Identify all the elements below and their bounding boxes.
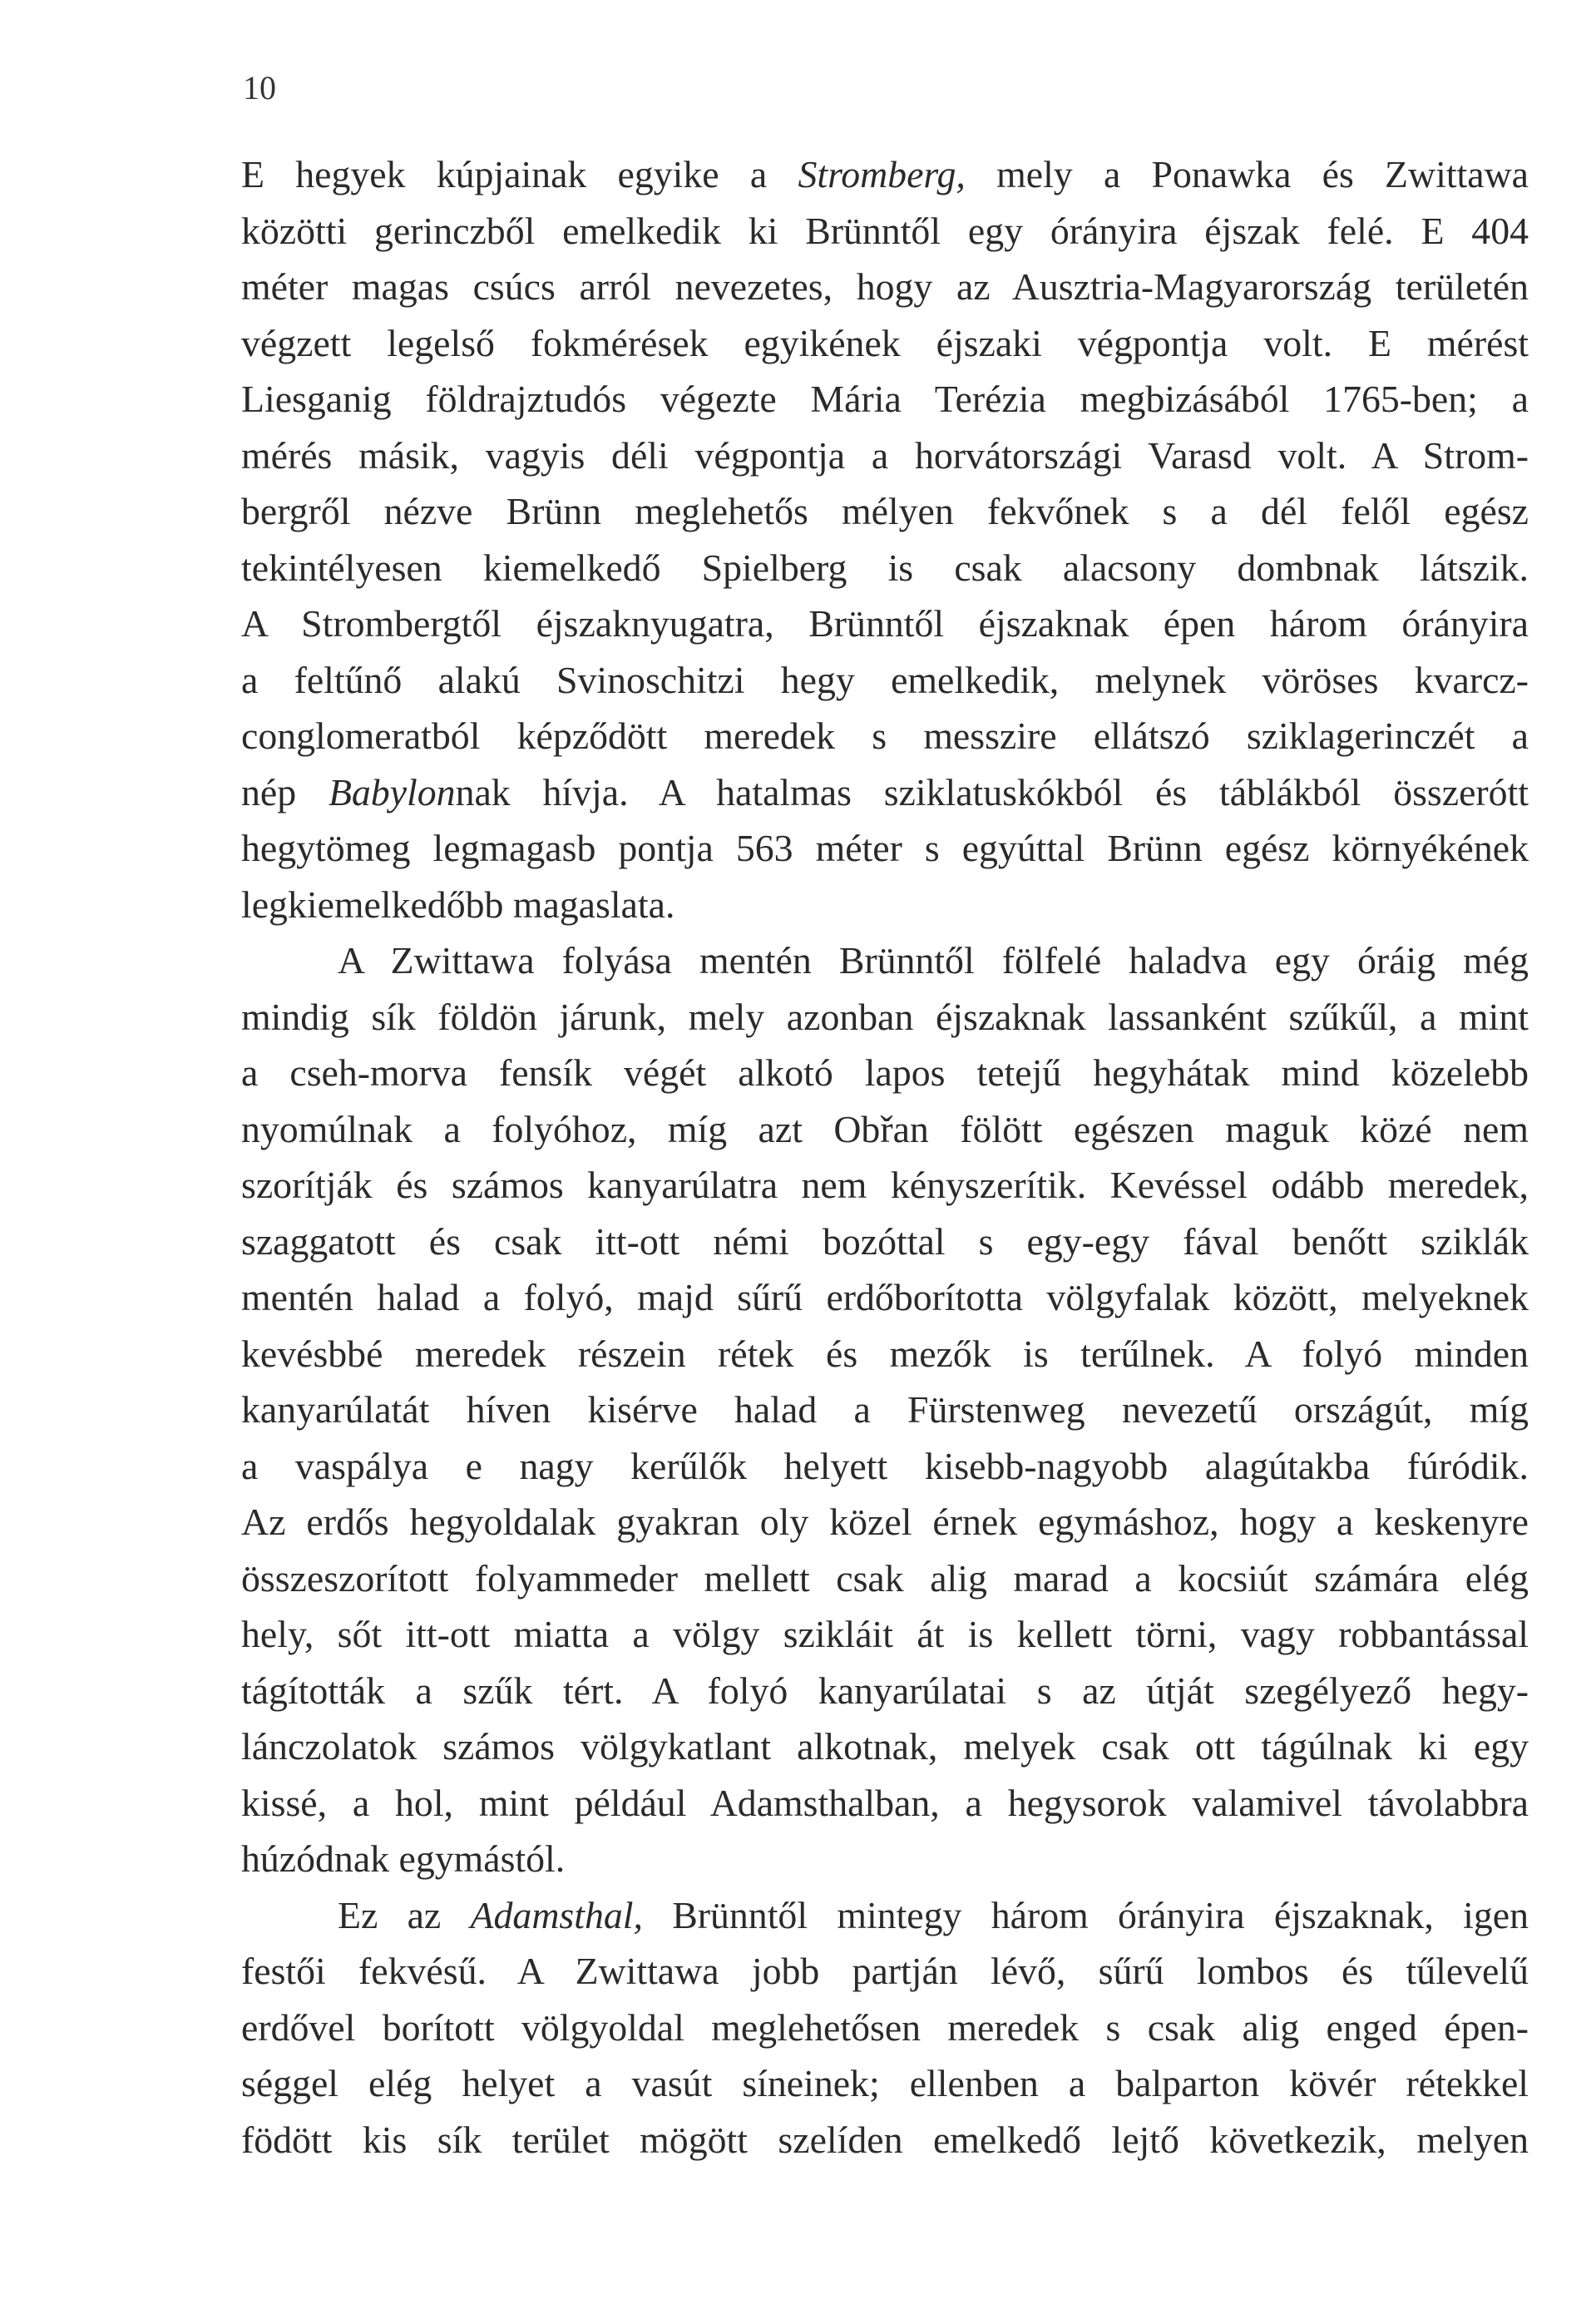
text-line	[241, 1326, 1529, 1382]
text-line	[241, 1157, 1529, 1214]
text-run: Az erdős hegyoldalak gyakran oly közel érnek egymáshoz, hogy a keskenyre	[241, 1501, 1529, 1543]
text-run: Liesganig földrajztudós végezte Mária Terézia megbizásából 1765-ben; a	[241, 378, 1529, 420]
text-run: legkiemelkedőbb magaslata.	[241, 883, 675, 926]
text-run: mely a Ponawka és Zwittawa	[965, 153, 1529, 195]
text-line	[241, 1831, 1529, 1887]
text-line	[241, 1943, 1529, 2000]
text-line	[241, 1550, 1529, 1607]
text-run: Ez az	[338, 1893, 471, 1936]
text-run: festői fekvésű. A Zwittawa jobb partján lévő, sűrű lombos és tűlevelű	[241, 1950, 1529, 1992]
text-run: E hegyek kúpjainak egyike a	[241, 153, 798, 195]
text-line	[241, 764, 1529, 821]
text-run: méter magas csúcs arról nevezetes, hogy az Ausztria-Magyarország területén	[241, 265, 1529, 308]
text-line	[241, 1101, 1529, 1158]
text-run: szaggatott és csak itt-ott némi bozóttal s egy-egy fával benőtt sziklák	[241, 1219, 1529, 1263]
text-line	[241, 1494, 1529, 1550]
text-run: mentén halad a folyó, majd sűrű erdőborította völgyfalak között, melyeknek	[241, 1276, 1529, 1318]
text-line	[241, 540, 1529, 596]
text-run: séggel elég helyet a vasút síneinek; ellenben a balparton kövér rétekkel	[241, 2062, 1529, 2104]
text-run: conglomeratból képződött meredek s messzire ellátszó sziklagerinczét a	[241, 715, 1529, 757]
text-line	[241, 1606, 1529, 1663]
text-line	[241, 1214, 1529, 1270]
text-line	[241, 483, 1529, 540]
text-line	[241, 1269, 1529, 1326]
italic-text: Babylon	[328, 770, 456, 813]
text-line	[241, 820, 1529, 877]
text-run: kevésbbé meredek részein rétek és mezők is terűlnek. A folyó minden	[241, 1332, 1529, 1375]
text-line	[241, 315, 1529, 372]
text-line	[241, 1045, 1529, 1101]
text-run: szorítják és számos kanyarúlatra nem kényszerítik. Kevéssel odább meredek,	[241, 1164, 1529, 1206]
text-line	[241, 203, 1529, 260]
text-run: a feltűnő alakú Svinoschitzi hegy emelkedik, melynek vöröses kvarcz-	[241, 658, 1529, 701]
text-line	[241, 596, 1529, 652]
text-run: erdővel borított völgyoldal meglehetősen meredek s csak alig enged épen-	[241, 2005, 1529, 2049]
text-line	[241, 1382, 1529, 1438]
text-line	[241, 428, 1529, 484]
text-run: hegytömeg legmagasb pontja 563 méter s egyúttal Brünn egész környékének	[241, 827, 1529, 869]
text-run: mindig sík földön járunk, mely azonban éjszaknak lassanként szűkűl, a mint	[241, 995, 1529, 1038]
text-run: nyomúlnak a folyóhoz, míg azt Obřan fölött egészen maguk közé nem	[241, 1107, 1529, 1150]
text-run: nép	[241, 770, 329, 813]
body-text	[241, 146, 1529, 2168]
text-run: kanyarúlatát híven kisérve halad a Fürstenweg nevezetű országút, míg	[241, 1388, 1529, 1431]
text-run: tágították a szűk tért. A folyó kanyarúlatai s az útját szegélyező hegy-	[241, 1669, 1529, 1712]
text-line	[241, 1438, 1529, 1495]
text-run: közötti gerinczből emelkedik ki Brünntől egy órányira éjszak felé. E 404	[241, 209, 1529, 252]
text-run: A Strombergtől éjszaknyugatra, Brünntől éjszaknak épen három órányira	[241, 602, 1529, 645]
text-line	[241, 2112, 1529, 2168]
text-line	[241, 259, 1529, 315]
text-line	[241, 2055, 1529, 2112]
text-run: a vaspálya e nagy kerűlők helyett kisebb-nagyobb alagútakba fúródik.	[241, 1444, 1529, 1487]
text-line	[241, 1887, 1529, 1944]
text-run: A Zwittawa folyása mentén Brünntől fölfelé haladva egy óráig még	[338, 939, 1529, 982]
text-run: a cseh-morva fensík végét alkotó lapos tetejű hegyhátak mind közelebb	[241, 1051, 1529, 1094]
text-line	[241, 371, 1529, 428]
text-line	[241, 877, 1529, 933]
text-line	[241, 989, 1529, 1046]
page-number: 10	[243, 69, 276, 106]
text-line	[241, 1718, 1529, 1775]
text-line	[241, 2000, 1529, 2056]
text-line	[241, 146, 1529, 203]
text-run: tekintélyesen kiemelkedő Spielberg is csak alacsony dombnak látszik.	[241, 546, 1529, 589]
text-run: húzódnak egymástól.	[241, 1837, 566, 1880]
italic-text: Stromberg,	[798, 153, 966, 195]
text-run: Brünntől mintegy három órányira éjszaknak, igen	[642, 1893, 1529, 1936]
text-run: lánczolatok számos völgykatlant alkotnak, melyek csak ott tágúlnak ki egy	[241, 1725, 1529, 1768]
text-run: nak hívja. A hatalmas sziklatuskókból és táblákból összerótt	[455, 770, 1529, 813]
text-line	[241, 1663, 1529, 1719]
text-line	[241, 1775, 1529, 1832]
text-run: mérés másik, vagyis déli végpontja a horvátországi Varasd volt. A Strom-	[241, 433, 1529, 477]
text-run: födött kis sík terület mögött szelíden emelkedő lejtő következik, melyen	[241, 2118, 1529, 2161]
text-line	[241, 708, 1529, 764]
italic-text: Adamsthal,	[470, 1893, 643, 1936]
text-run: bergről nézve Brünn meglehetős mélyen fekvőnek s a dél felől egész	[241, 490, 1529, 532]
text-run: végzett legelső fokmérések egyikének éjszaki végpontja volt. E mérést	[241, 321, 1529, 364]
text-run: kissé, a hol, mint például Adamsthalban, a hegysorok valamivel távolabbra	[241, 1781, 1529, 1824]
text-line	[241, 932, 1529, 989]
text-run: hely, sőt itt-ott miatta a völgy szikláit át is kellett törni, vagy robbantással	[241, 1613, 1529, 1655]
text-run: összeszorított folyammeder mellett csak alig marad a kocsiút számára elég	[241, 1556, 1529, 1600]
text-line	[241, 652, 1529, 709]
